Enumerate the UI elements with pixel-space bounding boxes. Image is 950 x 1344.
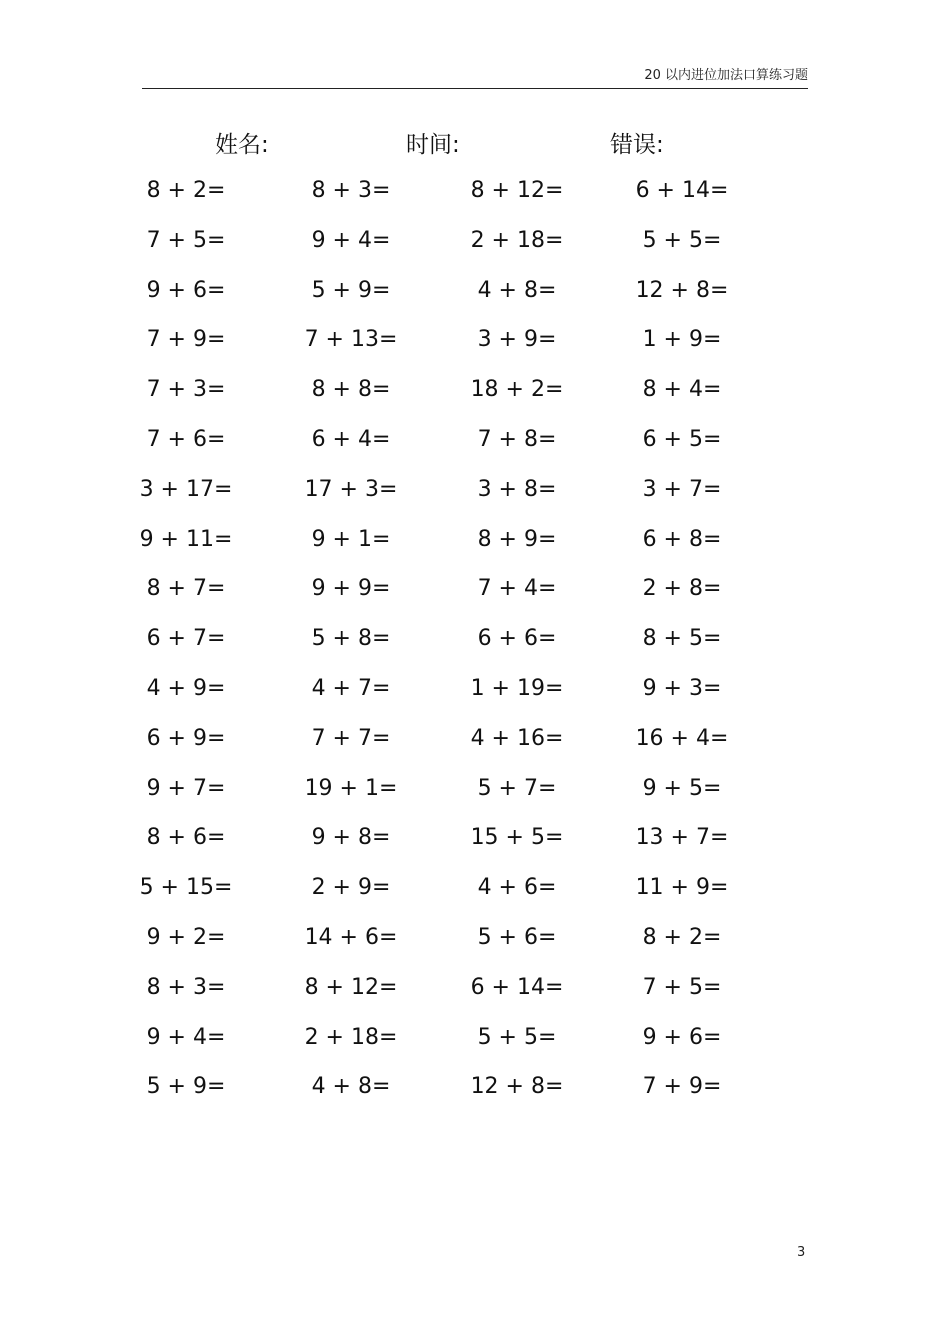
problem-cell: 8 + 3= (311, 178, 391, 203)
problem-grid (0, 166, 950, 1112)
problem-cell: 19 + 1= (304, 775, 398, 801)
problem-cell: 8 + 2= (642, 924, 722, 950)
problem-cell: 7 + 3= (146, 377, 226, 403)
problem-cell: 7 + 6= (146, 426, 226, 452)
problem-row (0, 963, 950, 1013)
problem-cell: 5 + 9= (311, 277, 391, 303)
problem-row (0, 813, 950, 863)
problem-cell: 13 + 7= (635, 825, 729, 851)
problem-cell: 5 + 15= (139, 875, 233, 901)
problem-cell: 7 + 9= (146, 327, 226, 353)
problem-cell: 5 + 5= (642, 227, 722, 253)
problem-cell: 6 + 7= (146, 626, 226, 652)
problem-cell: 9 + 4= (311, 227, 391, 253)
problem-cell: 9 + 2= (146, 924, 226, 950)
problem-cell: 7 + 8= (477, 426, 557, 452)
problem-cell: 8 + 5= (642, 626, 722, 652)
problem-cell: 9 + 5= (642, 775, 722, 801)
problem-cell: 9 + 7= (146, 775, 226, 801)
problem-cell: 16 + 4= (635, 725, 729, 751)
problem-cell: 7 + 4= (477, 576, 557, 602)
problem-row (0, 764, 950, 814)
problem-row (0, 913, 950, 963)
problem-row (0, 564, 950, 614)
problem-cell: 9 + 3= (642, 675, 722, 701)
problem-cell: 8 + 6= (146, 825, 226, 851)
problem-row (0, 664, 950, 714)
problem-row (0, 515, 950, 565)
problem-row (0, 266, 950, 316)
problem-cell: 9 + 1= (311, 526, 391, 552)
problem-cell: 5 + 7= (477, 775, 557, 801)
problem-cell: 9 + 6= (146, 277, 226, 303)
problem-cell: 4 + 9= (146, 675, 226, 701)
problem-cell: 6 + 14= (635, 178, 729, 203)
problem-row (0, 166, 950, 216)
problem-cell: 6 + 5= (642, 426, 722, 452)
problem-cell: 5 + 9= (146, 1074, 226, 1100)
problem-cell: 7 + 5= (146, 227, 226, 253)
problem-cell: 8 + 12= (304, 974, 398, 1000)
problem-cell: 5 + 5= (477, 1024, 557, 1050)
problem-cell: 2 + 8= (642, 576, 722, 602)
problem-cell: 4 + 16= (470, 725, 564, 751)
problem-cell: 4 + 8= (311, 1074, 391, 1100)
problem-cell: 3 + 7= (642, 476, 722, 502)
problem-cell: 8 + 7= (146, 576, 226, 602)
problem-row (0, 415, 950, 465)
problem-row (0, 614, 950, 664)
problem-row (0, 714, 950, 764)
problem-cell: 1 + 19= (470, 675, 564, 701)
problem-cell: 3 + 8= (477, 476, 557, 502)
problem-cell: 2 + 18= (304, 1024, 398, 1050)
header-title: 20 以内进位加法口算练习题 (644, 68, 808, 83)
problem-cell: 8 + 8= (311, 377, 391, 403)
name-label: 姓名: (215, 132, 269, 158)
problem-cell: 7 + 7= (311, 725, 391, 751)
problem-cell: 9 + 9= (311, 576, 391, 602)
problem-cell: 4 + 8= (477, 277, 557, 303)
page-number: 3 (797, 1245, 806, 1260)
student-info-fields (0, 126, 950, 160)
problem-cell: 8 + 2= (146, 178, 226, 203)
problem-cell: 12 + 8= (470, 1074, 564, 1100)
problem-cell: 7 + 5= (642, 974, 722, 1000)
problem-cell: 9 + 11= (139, 526, 233, 552)
problem-cell: 3 + 17= (139, 476, 233, 502)
problem-cell: 7 + 13= (304, 327, 398, 353)
problem-row (0, 863, 950, 913)
problem-cell: 9 + 6= (642, 1024, 722, 1050)
errors-label: 错误: (610, 132, 664, 158)
problem-cell: 11 + 9= (635, 875, 729, 901)
header-rule (142, 88, 808, 89)
problem-cell: 2 + 18= (470, 227, 564, 253)
problem-cell: 6 + 9= (146, 725, 226, 751)
time-label: 时间: (406, 132, 460, 158)
problem-row (0, 216, 950, 266)
problem-cell: 9 + 8= (311, 825, 391, 851)
problem-row (0, 365, 950, 415)
problem-cell: 17 + 3= (304, 476, 398, 502)
problem-row (0, 1062, 950, 1112)
problem-cell: 7 + 9= (642, 1074, 722, 1100)
problem-cell: 3 + 9= (477, 327, 557, 353)
problem-cell: 18 + 2= (470, 377, 564, 403)
problem-cell: 12 + 8= (635, 277, 729, 303)
problem-row (0, 315, 950, 365)
problem-cell: 6 + 4= (311, 426, 391, 452)
problem-cell: 6 + 6= (477, 626, 557, 652)
problem-cell: 6 + 14= (470, 974, 564, 1000)
problem-cell: 9 + 4= (146, 1024, 226, 1050)
problem-cell: 5 + 6= (477, 924, 557, 950)
problem-row (0, 465, 950, 515)
problem-cell: 5 + 8= (311, 626, 391, 652)
problem-cell: 8 + 4= (642, 377, 722, 403)
problem-cell: 1 + 9= (642, 327, 722, 353)
problem-cell: 4 + 6= (477, 875, 557, 901)
problem-cell: 6 + 8= (642, 526, 722, 552)
problem-cell: 4 + 7= (311, 675, 391, 701)
problem-cell: 8 + 12= (470, 178, 564, 203)
problem-cell: 8 + 9= (477, 526, 557, 552)
problem-cell: 2 + 9= (311, 875, 391, 901)
problem-cell: 14 + 6= (304, 924, 398, 950)
problem-row (0, 1013, 950, 1063)
problem-cell: 15 + 5= (470, 825, 564, 851)
problem-cell: 8 + 3= (146, 974, 226, 1000)
